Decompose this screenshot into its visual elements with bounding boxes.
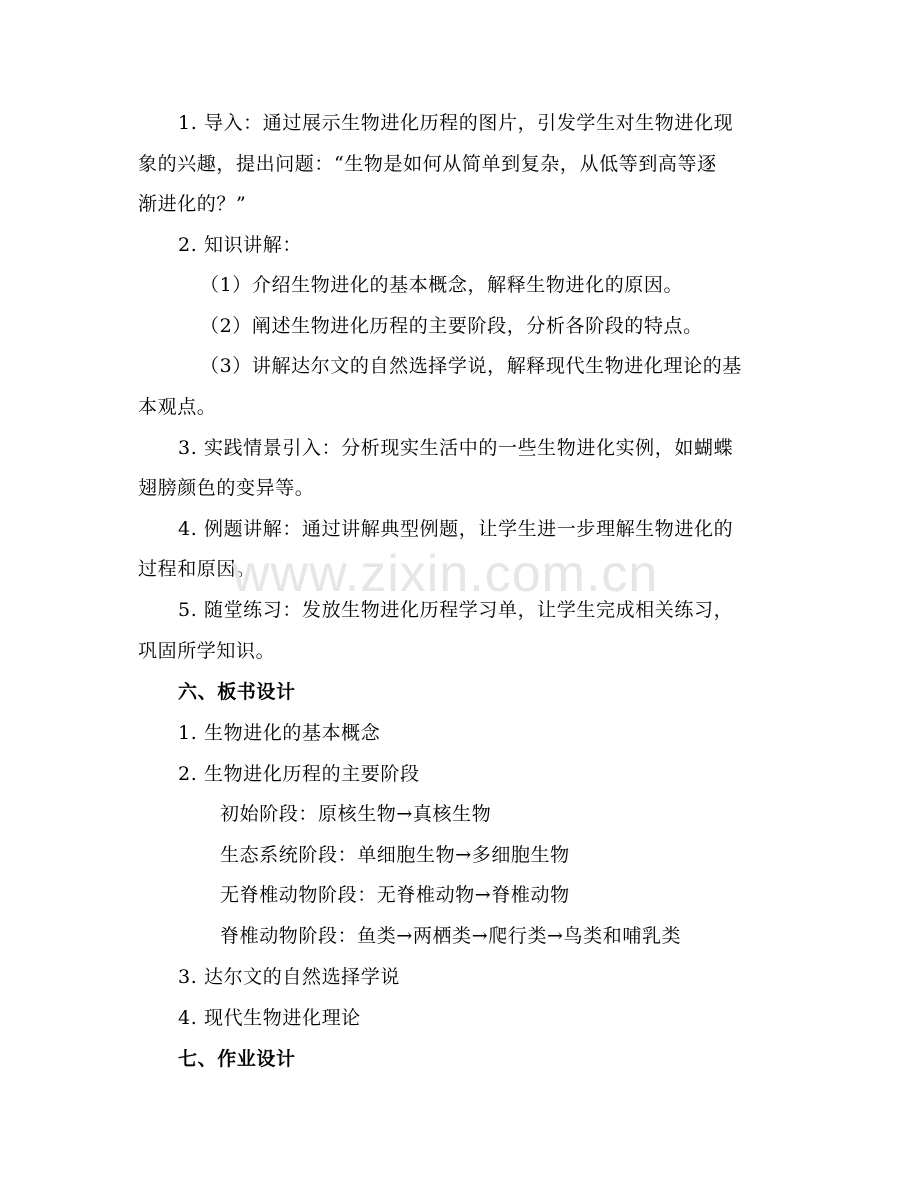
board-stage-initial: 初始阶段：原核生物→真核生物	[220, 803, 492, 825]
step-4-example-line-2: 过程和原因。	[138, 558, 256, 580]
board-item-1: 1. 生物进化的基本概念	[178, 722, 381, 744]
board-stage-vertebrate: 脊椎动物阶段：鱼类→两栖类→爬行类→鸟类和哺乳类	[220, 925, 682, 947]
section-heading-board-design: 六、板书设计	[178, 681, 296, 703]
step-2-item-3-line-1: （3）讲解达尔文的自然选择学说，解释现代生物进化理论的基	[200, 355, 742, 377]
step-2-knowledge-heading: 2. 知识讲解：	[178, 234, 302, 256]
step-3-practice-line-1: 3. 实践情景引入：分析现实生活中的一些生物进化实例，如蝴蝶	[178, 437, 734, 459]
step-1-import-line-1: 1. 导入：通过展示生物进化历程的图片，引发学生对生物进化现	[178, 112, 734, 134]
step-2-item-3-line-2: 本观点。	[138, 396, 217, 418]
board-item-3: 3. 达尔文的自然选择学说	[178, 966, 400, 988]
step-3-practice-line-2: 翅膀颜色的变异等。	[138, 477, 315, 499]
step-4-example-line-1: 4. 例题讲解：通过讲解典型例题，让学生进一步理解生物进化的	[178, 518, 734, 540]
board-item-2: 2. 生物进化历程的主要阶段	[178, 763, 420, 785]
board-stage-ecosystem: 生态系统阶段：单细胞生物→多细胞生物	[220, 844, 570, 866]
step-5-exercise-line-2: 巩固所学知识。	[138, 640, 276, 662]
step-2-item-2: （2）阐述生物进化历程的主要阶段，分析各阶段的特点。	[200, 315, 703, 337]
watermark-text: www.zixin.com.cn	[232, 545, 659, 603]
board-stage-invertebrate: 无脊椎动物阶段：无脊椎动物→脊椎动物	[220, 884, 570, 906]
section-heading-homework-design: 七、作业设计	[178, 1048, 296, 1070]
step-1-import-line-3: 渐进化的？”	[138, 193, 247, 215]
step-1-import-line-2: 象的兴趣，提出问题：“生物是如何从简单到复杂，从低等到高等逐	[138, 153, 717, 175]
step-5-exercise-line-1: 5. 随堂练习：发放生物进化历程学习单，让学生完成相关练习，	[178, 599, 734, 621]
board-item-4: 4. 现代生物进化理论	[178, 1007, 361, 1029]
step-2-item-1: （1）介绍生物进化的基本概念，解释生物进化的原因。	[200, 274, 684, 296]
